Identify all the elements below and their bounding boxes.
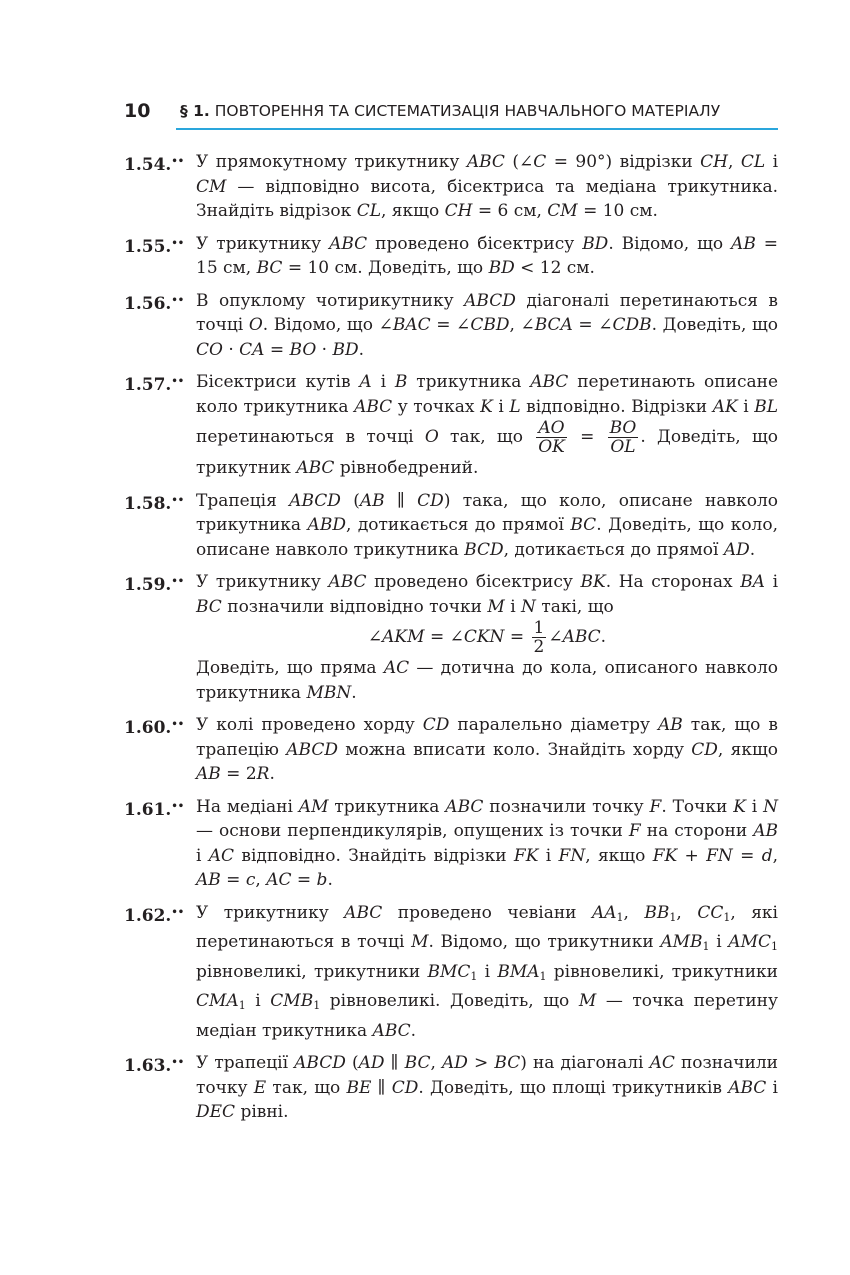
problem-1-55	[124, 232, 778, 281]
header-rule	[176, 128, 778, 130]
problem-text: Бісектриси кутів A і B трикутника ABC перетинають описане коло трикутника ABC у точках K і L відповідно. Відрізки AK і BL перетинаються в точці O так, що $\frac{AO}{OK}$ = $\frac{BO}{OL}$ . Доведіть, що трикутник ABC рівнобедрений.	[196, 372, 779, 478]
problem-text: У прямокутному трикутнику ABC (∠C = 90°) відрізки CH, CL і CM — відповідно висота, бісектриса та медіана трикутника. Знайдіть відрізок CL, якщо CH = 6 см, CM = 10 см.	[196, 152, 779, 221]
problem-1-61	[124, 795, 778, 893]
problem-number: 1.55.••	[124, 236, 185, 257]
problem-number: 1.63.••	[124, 1056, 185, 1076]
problem-number: 1.59.••	[124, 575, 185, 595]
fraction-ao-ok: $\frac{AO}{OK}$	[538, 418, 565, 457]
problem-1-56	[124, 289, 778, 363]
problem-number: 1.57.••	[124, 375, 185, 395]
problem-1-63	[124, 1051, 778, 1125]
problem-text: У трикутнику ABC проведено бісектрису BK. На сторонах BA і BC позначили відповідно точки M і N такі, що	[196, 572, 779, 617]
section-mark: § 1.	[180, 102, 210, 120]
problem-text: У трапеції ABCD (AD ∥ BC, AD > BC) на діагоналі AC позначили точку E так, що BE ∥ CD. Доведіть, що площі трикутників ABC і DEC рівні.	[196, 1053, 778, 1122]
section-title-text: ПОВТОРЕННЯ ТА СИСТЕМАТИЗАЦІЯ НАВЧАЛЬНОГО МАТЕРІАЛУ	[214, 102, 721, 120]
problem-number: 1.58.••	[124, 493, 185, 514]
section-title	[180, 102, 720, 120]
problem-1-54	[124, 150, 778, 224]
problem-1-58	[124, 489, 778, 563]
problem-text: У колі проведено хорду CD паралельно діаметру AB так, що в трапецію ABCD можна вписати коло. Знайдіть хорду CD, якщо AB = 2R.	[196, 715, 779, 784]
problem-text-cont: Доведіть, що пряма AC — дотична до кола, описаного навколо трикутника MBN.	[196, 658, 779, 703]
problem-text: Трапеція ABCD (AB ∥ CD) така, що коло, описане навколо трикутника ABD, дотикається до прямої BC. Доведіть, що коло, описане навколо трикутника BCD, дотикається до прямої AD.	[196, 490, 778, 560]
problem-number: 1.61.••	[124, 799, 185, 820]
page-number: 10	[124, 100, 151, 122]
fraction-bo-ol: $\frac{BO}{OL}$	[609, 418, 637, 457]
problem-number: 1.62.••	[124, 905, 185, 926]
problem-text: На медіані AM трикутника ABC позначили точку F. Точки K і N — основи перпендикулярів, опущених із точки F на сторони AB і AC відповідно. Знайдіть відрізки FK і FN, якщо FK + FN = d, AB = c, AC = b.	[196, 796, 779, 890]
problem-number: 1.54.••	[124, 155, 185, 175]
problem-1-60	[124, 713, 778, 787]
problem-number: 1.56.••	[124, 293, 185, 314]
fraction-half: $\frac{1}{2}$	[533, 618, 545, 657]
problem-1-59	[124, 570, 778, 705]
problem-list	[124, 150, 778, 1133]
problem-text: В опуклому чотирикутнику ABCD діагоналі перетинаються в точці O. Відомо, що ∠BAC = ∠CBD, ∠BCA = ∠CDB. Доведіть, що CO · CA = BO · BD.	[196, 290, 778, 360]
problem-1-62	[124, 901, 778, 1044]
problem-number: 1.60.••	[124, 718, 185, 738]
problem-text: У трикутнику ABC проведено чевіани $AA_1$, $BB_1$, $CC_1$, які перетинаються в точці M. Відомо, що трикутники $AMB_1$ і $AMC_1$ рівновеликі, трикутники $BMC_1$ і $BMA_1$ рівновеликі, трикутники $CMA_1$ і $CMB_1$ рівновеликі. Доведіть, що M — точка перетину медіан трикутника ABC.	[196, 902, 778, 1041]
formula: ∠AKM = ∠CKN = $\frac{1}{2}$ ∠ABC.	[367, 618, 607, 657]
problem-1-57	[124, 370, 778, 481]
problem-text: У трикутнику ABC проведено бісектрису BD. Відомо, що AB = 15 см, BC = 10 см. Доведіть, що BD < 12 см.	[196, 233, 779, 278]
page-header	[124, 98, 778, 130]
